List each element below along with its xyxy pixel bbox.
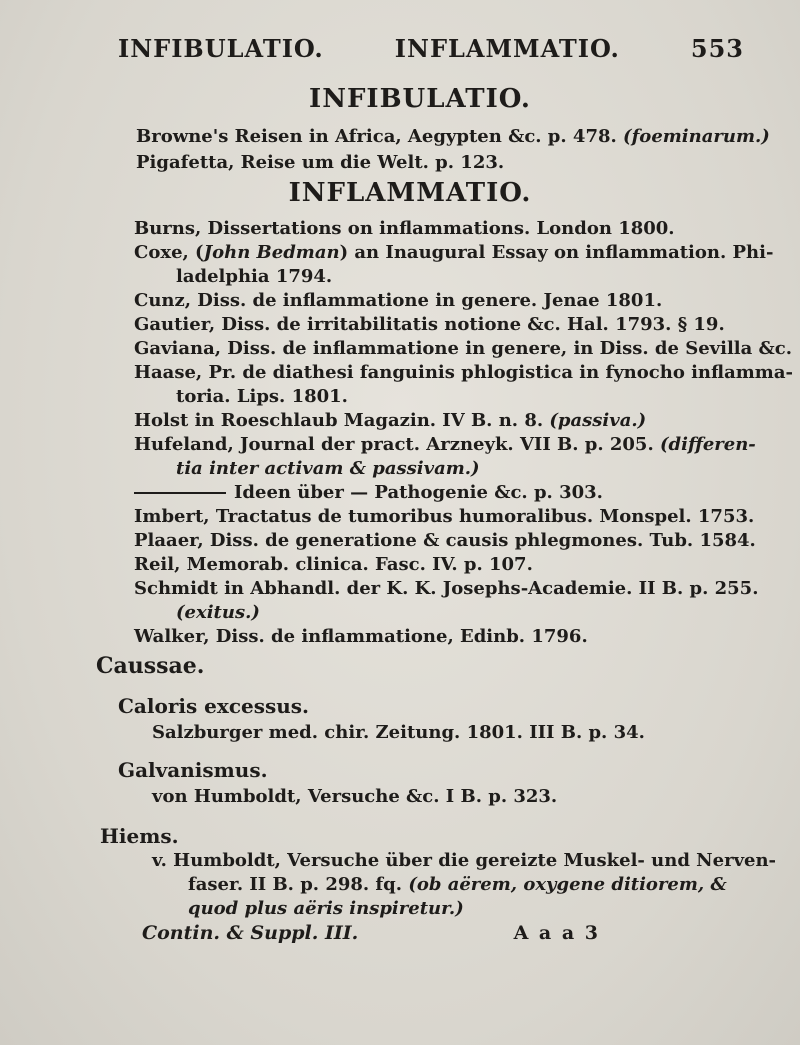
entry-gaviana: Gaviana, Diss. de inflammatione in genere, in Diss. de Sevilla &c. <box>134 338 793 359</box>
entry-hufeland: Hufeland, Journal der pract. Arzneyk. VII B. p. 205. (differen- <box>134 434 756 455</box>
entry-humboldt-galv: von Humboldt, Versuche &c. I B. p. 323. <box>152 786 558 807</box>
entry-burns: Burns, Dissertations on inflammations. London 1800. <box>134 218 675 239</box>
entry-hufeland-cont: tia inter activam & passivam.) <box>176 458 480 479</box>
ditto-dash <box>134 492 226 494</box>
entry-salzburger: Salzburger med. chir. Zeitung. 1801. III B. p. 34. <box>152 722 645 743</box>
topic-caloris: Caloris excessus. <box>118 694 310 718</box>
entry-holst: Holst in Roeschlaub Magazin. IV B. n. 8. (passiva.) <box>134 410 647 431</box>
entry-humboldt-hiems: v. Humboldt, Versuche über die gereizte Muskel- und Nerven- <box>152 850 777 871</box>
entry-humboldt-hiems-cont: faser. II B. p. 298. fq. (ob aërem, oxygene ditiorem, & <box>188 874 727 895</box>
entry-imbert: Imbert, Tractatus de tumoribus humoralibus. Monspel. 1753. <box>134 506 755 527</box>
heading-caussae: Caussae. <box>96 653 205 679</box>
entry-humboldt-hiems-cont2: quod plus aëris inspiretur.) <box>188 898 464 919</box>
entry-haase-cont: toria. Lips. 1801. <box>176 386 348 407</box>
heading-inflammatio: INFLAMMATIO. <box>288 178 532 208</box>
heading-infibulatio: INFIBULATIO. <box>309 84 531 114</box>
entry-hufeland-ideen: Ideen über — Pathogenie &c. p. 303. <box>134 482 603 504</box>
entry-schmidt: Schmidt in Abhandl. der K. K. Josephs-Academie. II B. p. 255. <box>134 578 759 599</box>
entry-haase: Haase, Pr. de diathesi fanguinis phlogistica in fynocho inflamma- <box>134 362 793 383</box>
entry-walker: Walker, Diss. de inflammatione, Edinb. 1796. <box>134 626 588 647</box>
entry-coxe-cont: ladelphia 1794. <box>176 266 333 287</box>
page-number: 553 <box>690 34 744 63</box>
topic-galvanismus: Galvanismus. <box>118 758 268 782</box>
entry-coxe: Coxe, (John Bedman) an Inaugural Essay on inflammation. Phi- <box>134 242 774 263</box>
signature-mark: A a a 3 <box>513 922 600 944</box>
entry-browne: Browne's Reisen in Africa, Aegypten &c. p. 478. (foeminarum.) <box>136 126 770 147</box>
entry-schmidt-cont: (exitus.) <box>176 602 260 623</box>
entry-gautier: Gautier, Diss. de irritabilitatis notione &c. Hal. 1793. § 19. <box>134 314 725 335</box>
entry-pigafetta: Pigafetta, Reise um die Welt. p. 123. <box>136 152 505 173</box>
page-footer <box>142 922 600 944</box>
running-head-right: INFLAMMATIO. <box>394 34 620 63</box>
footer-volume: Contin. & Suppl. III. <box>142 922 359 944</box>
running-head <box>118 34 744 63</box>
entry-reil: Reil, Memorab. clinica. Fasc. IV. p. 107. <box>134 554 533 575</box>
running-head-left: INFIBULATIO. <box>118 34 324 63</box>
entry-plaaer: Plaaer, Diss. de generatione & causis phlegmones. Tub. 1584. <box>134 530 756 551</box>
topic-hiems: Hiems. <box>100 824 179 848</box>
entry-cunz: Cunz, Diss. de inflammatione in genere. Jenae 1801. <box>134 290 663 311</box>
